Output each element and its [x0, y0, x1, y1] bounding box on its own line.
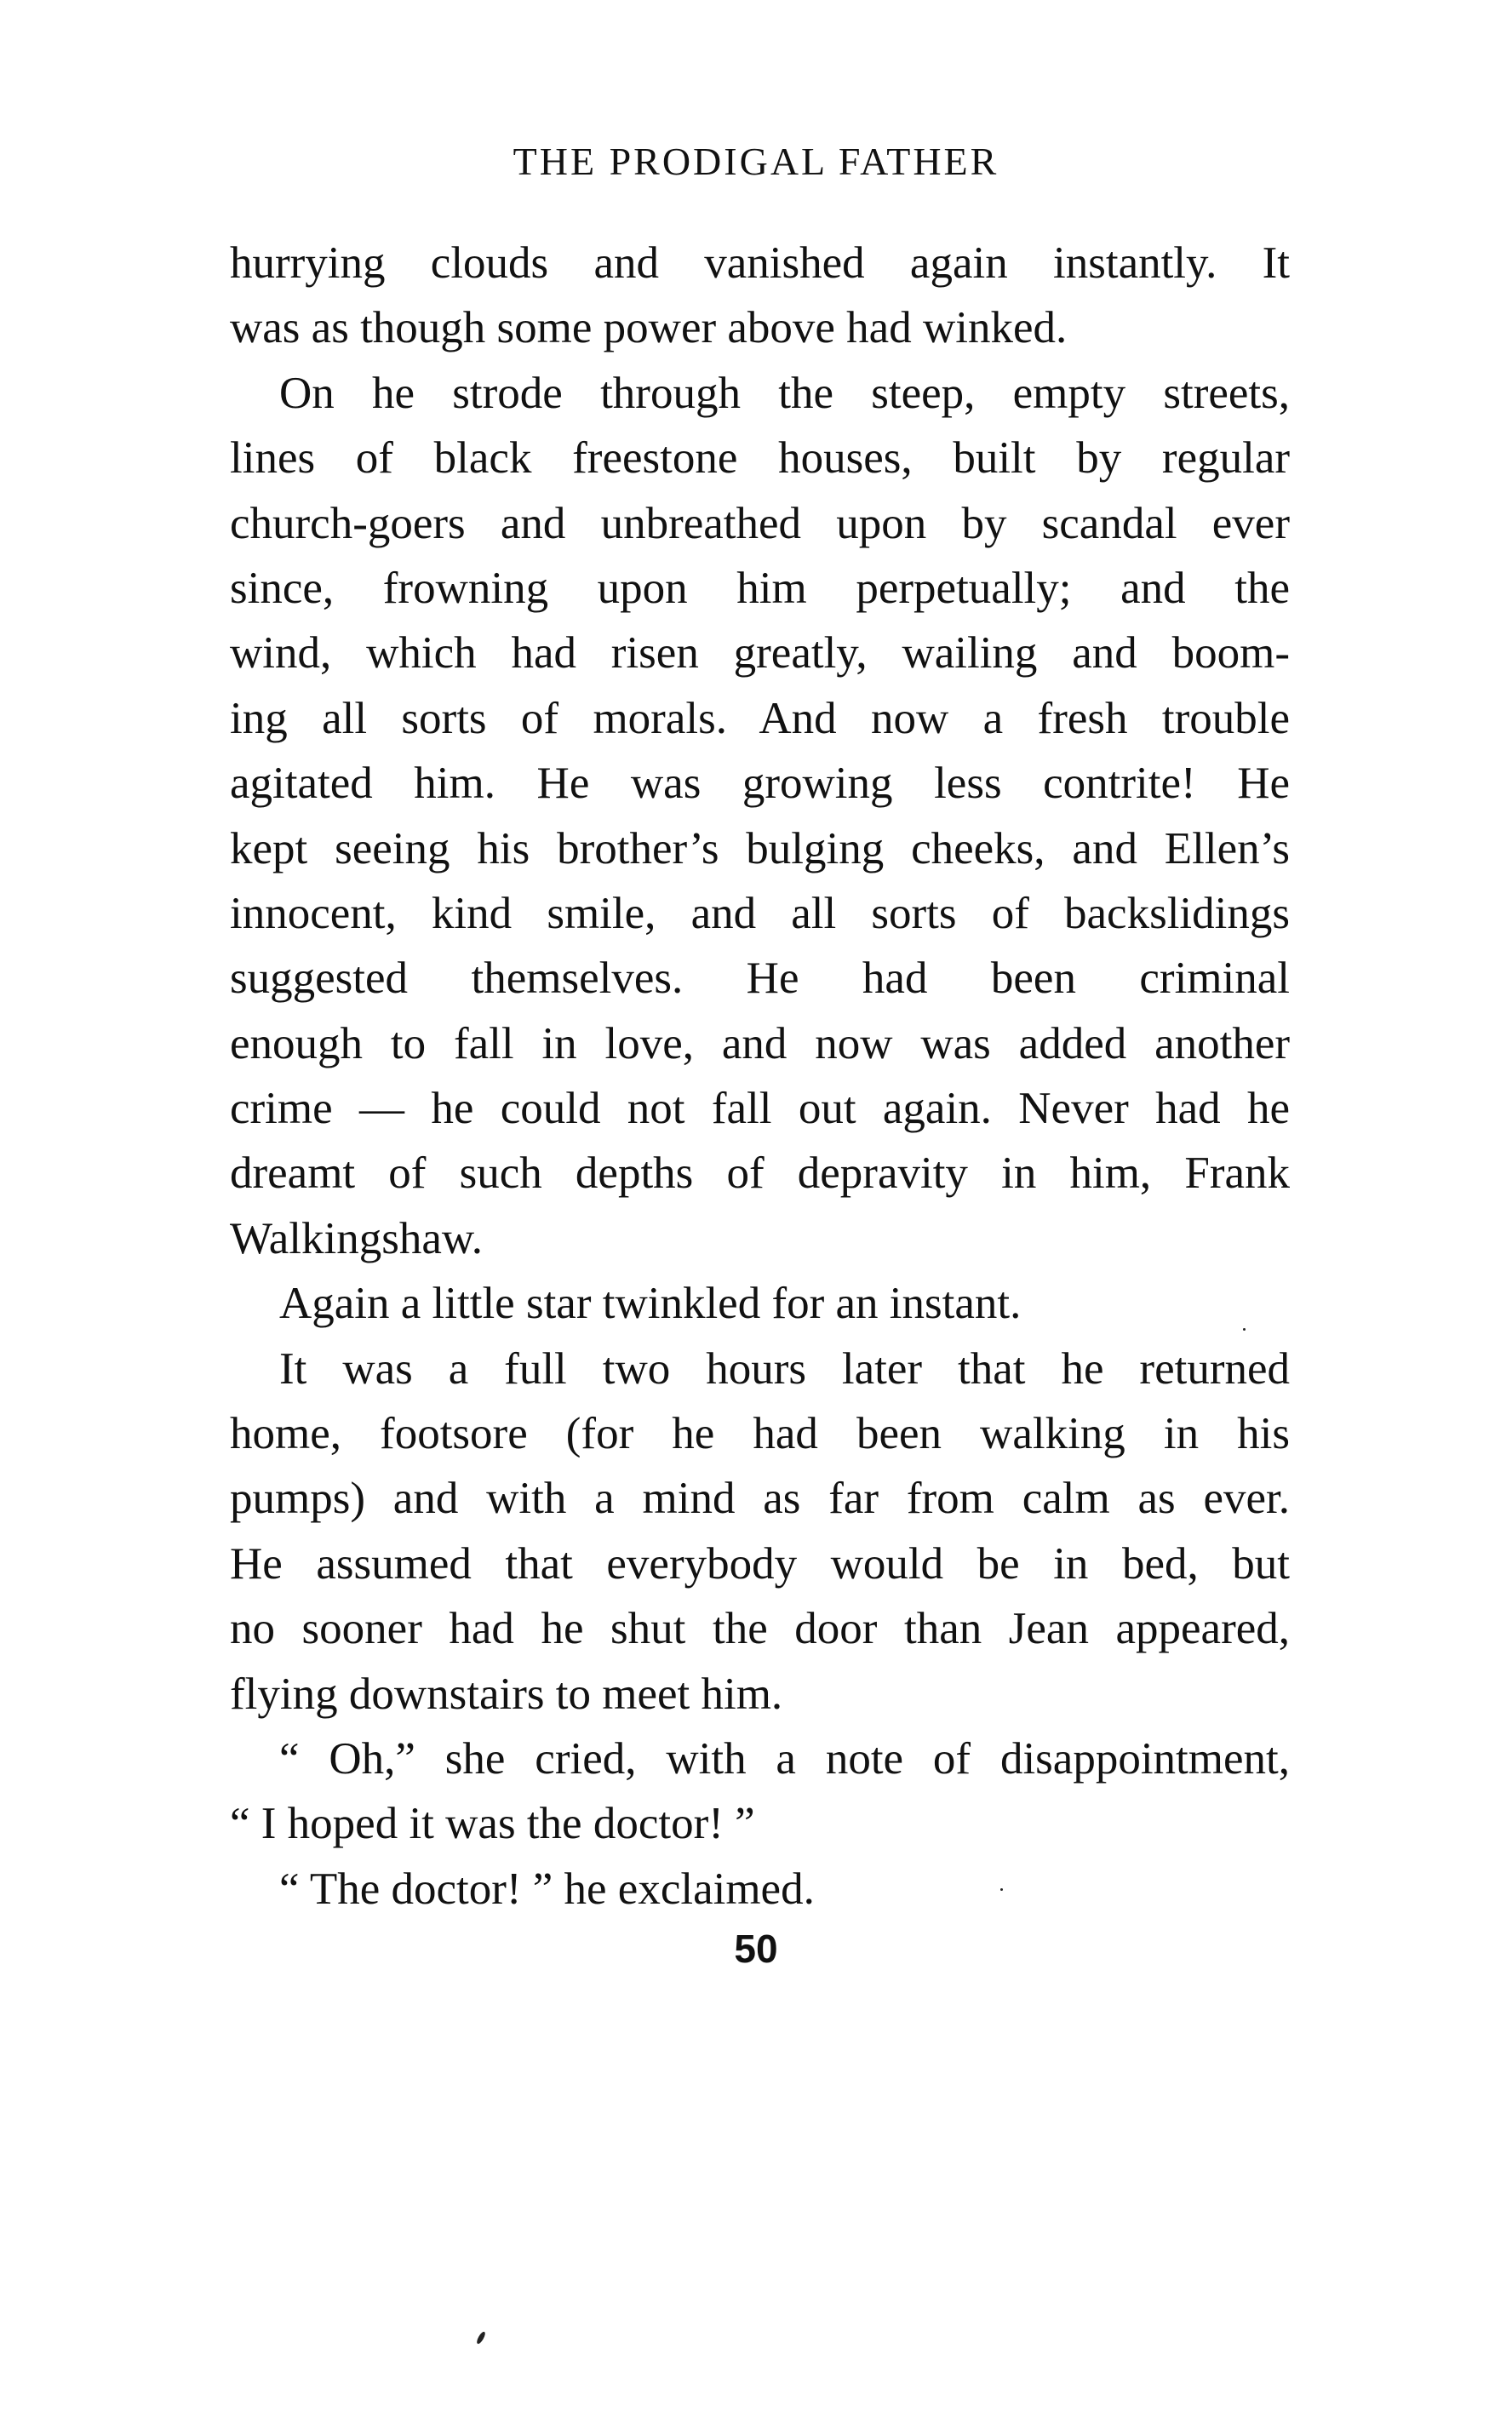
- text-line: innocent, kind smile, and all sorts of backslidings: [230, 888, 1290, 938]
- text-line: agitated him. He was growing less contrite! He: [230, 759, 1290, 809]
- text-line: “ Oh,” she cried, with a note of disappointment,: [279, 1733, 1290, 1784]
- text-line: “ I hoped it was the doctor! ”: [230, 1799, 755, 1849]
- text-line: “ The doctor! ” he exclaimed.: [279, 1864, 815, 1914]
- text-line: Again a little star twinkled for an instant.: [279, 1279, 1022, 1329]
- ink-speck: [1000, 1888, 1003, 1891]
- text-line: ing all sorts of morals. And now a fresh trouble: [230, 693, 1290, 743]
- text-line: suggested themselves. He had been criminal: [230, 954, 1290, 1004]
- text-line: crime — he could not fall out again. Never had he: [230, 1084, 1290, 1134]
- text-line: pumps) and with a mind as far from calm as ever.: [230, 1474, 1290, 1524]
- text-line: Walkingshaw.: [230, 1213, 483, 1263]
- text-line: home, footsore (for he had been walking in his: [230, 1409, 1290, 1459]
- text-line: On he strode through the steep, empty streets,: [279, 368, 1290, 418]
- running-head: THE PRODIGAL FATHER: [513, 140, 999, 183]
- page-number: 50: [734, 1927, 778, 1971]
- body-text: [230, 231, 1290, 1921]
- text-line: dreamt of such depths of depravity in him, Frank: [230, 1148, 1290, 1199]
- text-line: lines of black freestone houses, built by regular: [230, 433, 1290, 484]
- text-line: church-goers and unbreathed upon by scandal ever: [230, 498, 1290, 548]
- text-line: wind, which had risen greatly, wailing and boom-: [230, 628, 1290, 679]
- text-line: since, frowning upon him perpetually; and the: [230, 563, 1290, 613]
- ink-speck: [475, 2331, 486, 2345]
- text-line: flying downstairs to meet him.: [230, 1669, 783, 1719]
- text-line: was as though some power above had winked.: [230, 303, 1068, 353]
- text-line: enough to fall in love, and now was added another: [230, 1018, 1290, 1068]
- text-line: kept seeing his brother’s bulging cheeks, and Ellen’s: [230, 823, 1290, 873]
- text-line: hurrying clouds and vanished again instantly. It: [230, 238, 1290, 288]
- text-line: It was a full two hours later that he returned: [279, 1343, 1290, 1394]
- ink-speck: [1243, 1328, 1246, 1331]
- text-line: no sooner had he shut the door than Jean appeared,: [230, 1604, 1290, 1654]
- text-line: He assumed that everybody would be in bed, but: [230, 1538, 1290, 1589]
